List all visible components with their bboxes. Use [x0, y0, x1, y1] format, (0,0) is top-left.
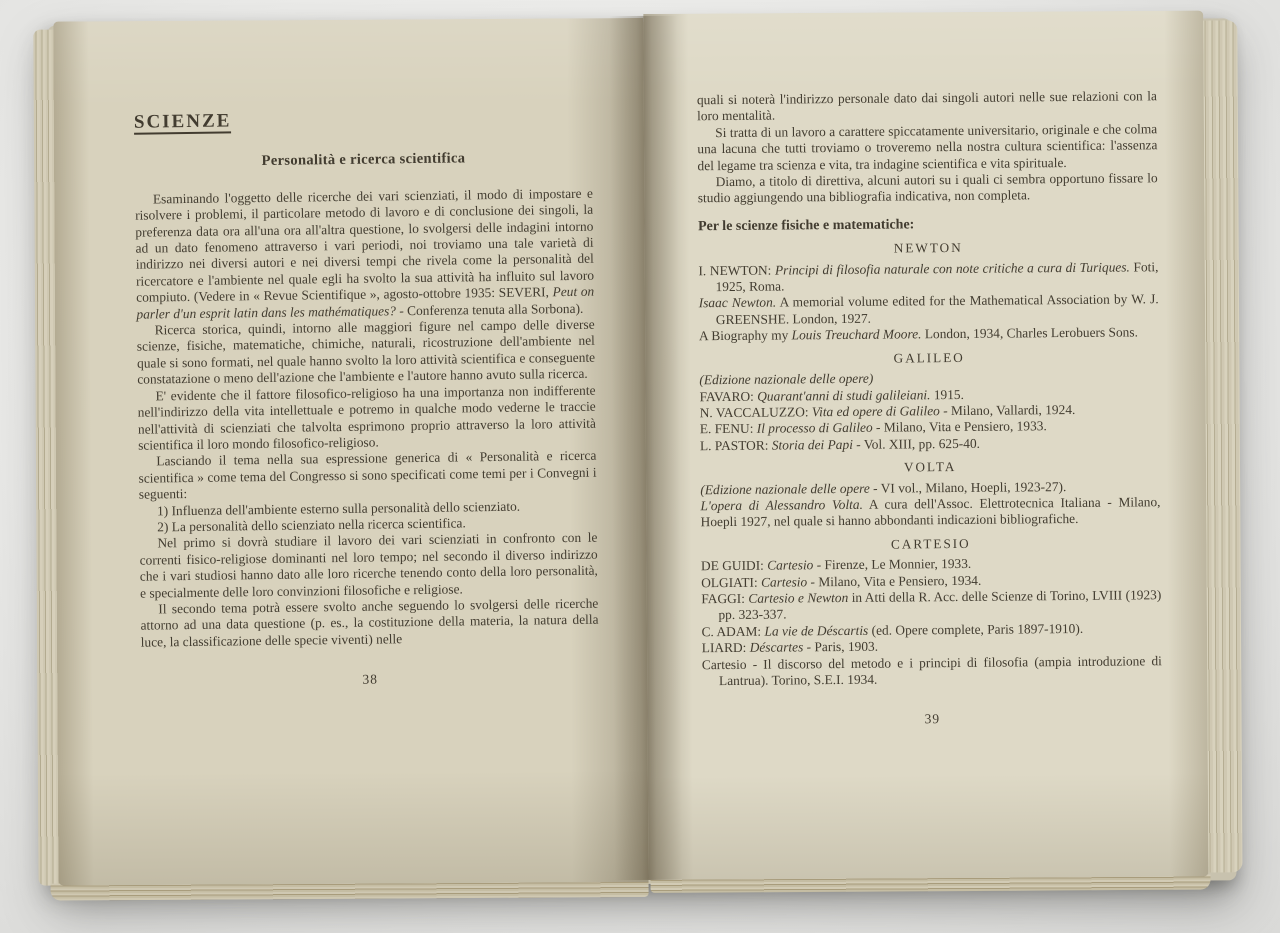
list-item: 2) La personalità dello scienziato nella ricerca scientifica. [157, 515, 466, 535]
section-header-wrap [134, 109, 592, 135]
bib-entry: DE GUIDI: Cartesio - Firenze, Le Monnier, 1933. [700, 556, 972, 574]
paragraph: Lasciando il tema nella sua espressione generica di « Personalità e ricerca scientifica » come tema del Congresso si sono specificati come temi per i Convegni i seguenti: [138, 447, 597, 502]
bib-section-newton-heading: NEWTON [893, 240, 963, 256]
bib-entry: LIARD: Déscartes - Paris, 1903. [701, 638, 879, 656]
bib-entry: E. FENU: Il processo di Galileo - Milano, Vita e Pensiero, 1933. [699, 418, 1047, 437]
paragraph: Esaminando l'oggetto delle ricerche dei vari scienziati, il modo di impostare e risolvere i problemi, il particolare metodo di lavoro e di conclusione dei singoli, la preferenza data ora all'una ora all'altra questione, lo svolgersi delle indagini intorno ad un dato fenomeno attraverso i vari periodi, noi troviamo una tale varietà di indirizzo nei diversi autori e nei diversi tempi che rivela come la personalità del ricercatore e l'ambiente nel quale egli ha svolto la sua attività ha influito sul lavoro compiuto. (Vedere in « Revue Scientifique », agosto-ottobre 1935: SEVERI, Peut on parler d'un esprit latin dans les mathématiques? - Conferenza tenuta alla Sorbona). [135, 185, 595, 322]
bib-entry: L. PASTOR: Storia dei Papi - Vol. XIII, pp. 625-40. [699, 435, 981, 453]
list-item: 1) Influenza dell'ambiente esterno sulla personalità dello scienziato. [156, 498, 521, 518]
bib-entry: Cartesio - Il discorso del metodo e i principi di filosofia (ampia introduzione di Lantrua). Torino, S.E.I. 1934. [701, 652, 1162, 689]
bib-entry: C. ADAM: La vie de Déscartis (ed. Opere complete, Paris 1897-1910). [701, 620, 1084, 640]
page-number-left: 38 [362, 671, 379, 687]
left-page [53, 18, 648, 886]
bib-note: (Edizione nazionale delle opere - VI vol., Milano, Hoepli, 1923-27). [700, 478, 1067, 497]
bib-entry: OLGIATI: Cartesio - Milano, Vita e Pensiero, 1934. [701, 572, 982, 590]
bib-entry: A Biography my Louis Treuchard Moore. London, 1934, Charles Lerobuers Sons. [698, 324, 1138, 344]
right-page-content [697, 88, 1163, 730]
paragraph: quali si noterà l'indirizzo personale dato dai singoli autori nelle sue relazioni con la loro mentalità. [696, 88, 1157, 124]
bib-entry: Isaac Newton. A memorial volume edited for the Mathematical Association by W. J. GREENSHE. London, 1927. [698, 291, 1159, 327]
paragraph: E' evidente che il fattore filosofico-religioso ha una importanza non indifferente nell'indirizzo della vita intellettuale e potremo in qualche modo vederne le traccie nell'attività di scienziati che talvolta esprimono proprio attraverso la loro attività scientifica il loro mondo filosofico-religioso. [137, 382, 597, 453]
page-number-right: 39 [924, 711, 941, 727]
bib-entry: I. NEWTON: Principi di filosofia naturale con note critiche a cura di Turiques. Foti, 1925, Roma. [698, 258, 1159, 295]
bib-note: (Edizione nazionale delle opere) [699, 370, 874, 388]
chapter-title: Personalità e ricerca scientifica [261, 150, 466, 170]
right-page [643, 11, 1208, 880]
bib-section-galileo-heading: GALILEO [893, 349, 965, 366]
bibliography-heading: Per le scienze fisiche e matematiche: [697, 217, 915, 235]
bib-entry: FAVARO: Quarant'anni di studi galileiani. 1915. [699, 386, 964, 404]
bib-entry: FAGGI: Cartesio e Newton in Atti della R. Acc. delle Scienze di Torino, LVIII (1923) pp. 323-337. [701, 587, 1162, 623]
bib-entry: L'opera di Alessandro Volta. A cura dell'Assoc. Elettrotecnica Italiana - Milano, Hoepli 1927, nel quale si hanno abbondanti indicazioni bibliografiche. [700, 494, 1161, 530]
bib-section-volta-heading: VOLTA [903, 459, 957, 475]
bib-entry: N. VACCALUZZO: Vita ed opere di Galileo - Milano, Vallardi, 1924. [699, 401, 1076, 421]
paragraph: Diamo, a titolo di direttiva, alcuni autori su i quali ci sembra opportuno fissare lo studio aggiungendo una bibliografia indicativa, non completa. [697, 170, 1158, 206]
paragraph: Il secondo tema potrà essere svolto anche seguendo lo svolgersi delle ricerche attorno ad una data questione (p. es., la costituzione della materia, la natura della luce, la classificazione delle specie viventi) nelle [140, 595, 599, 650]
section-header: SCIENZE [134, 113, 232, 135]
left-page-content [134, 109, 600, 692]
paragraph: Si tratta di un lavoro a carattere spiccatamente universitario, originale e che colma una lacuna che tutti troviamo o troveremo nella nostra cultura scientifica: l'assenza del legame tra scienza e vita, tra indagine scientifica e vita spirituale. [697, 121, 1158, 173]
paragraph: Nel primo si dovrà studiare il lavoro dei vari scienziati in confronto con le correnti fisico-religiose dominanti nel loro tempo; nel secondo il diverso indirizzo che i vari studiosi hanno dato alle loro ricerche tenendo conto della loro personalità, e specialmente delle loro convinzioni filosofiche e religiose. [139, 530, 598, 601]
paragraph: Ricerca storica, quindi, intorno alle maggiori figure nel campo delle diverse scienze, fisiche, matematiche, chimiche, naturali, ricostruzione dell'ambiente nel quale si sono formati, nel quale hanno svolto la loro attività scientifica e conseguente constatazione o meno dell'azione che l'ambiente e l'autore hanno avuto sulla ricerca. [136, 316, 596, 387]
bib-section-cartesio-heading: CARTESIO [890, 535, 971, 552]
